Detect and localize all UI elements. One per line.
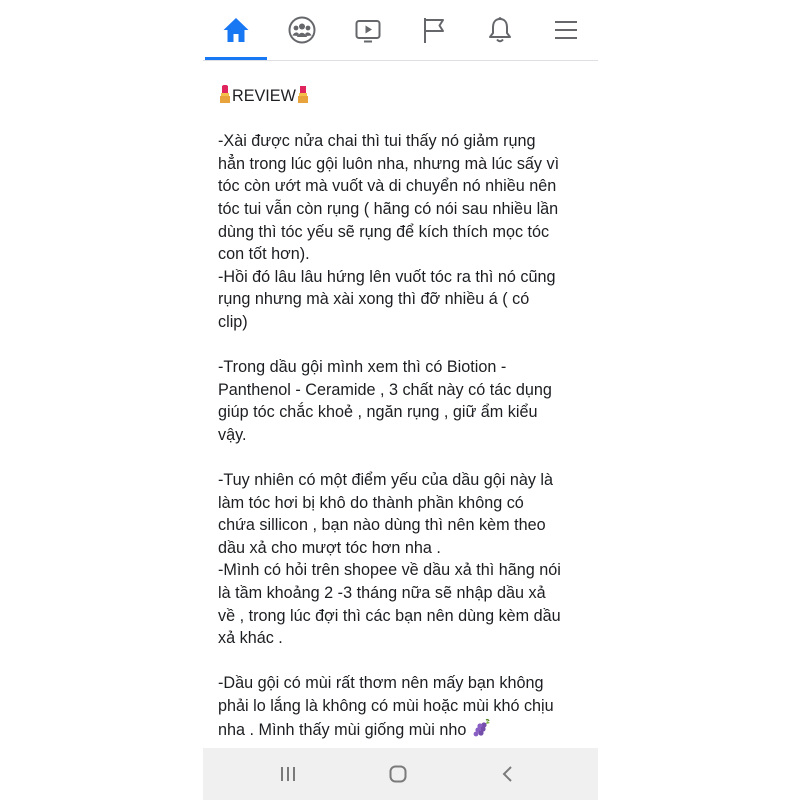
recent-apps-button[interactable] [253,748,323,800]
menu-icon [551,15,581,45]
post-text-line: về , trong lúc đợi thì các bạn nên dùng kèm dầu [218,606,561,625]
post-body [218,85,588,740]
post-text-line: -Hồi đó lâu lâu hứng lên vuốt tóc ra thì nó cũng [218,267,556,286]
post-text-line: là tầm khoảng 2 -3 tháng nữa sẽ nhập dầu xả [218,584,546,603]
paragraph-gap [218,334,588,357]
post-text-lines [218,130,588,717]
system-navigation-bar [203,748,598,800]
post-text-line: tóc còn ướt mà vuốt và di chuyển nó nhiều nên [218,177,557,196]
post-text-line: vậy. [218,425,247,444]
back-icon [501,764,515,784]
home-button[interactable] [363,748,433,800]
post-text-line: rụng nhưng mà xài xong thì đỡ nhiều á ( có [218,290,530,309]
post-heading [218,85,588,108]
post-text-line: chứa sillicon , bạn nào dùng thì nên kèm theo [218,516,546,535]
post-text-line: -Xài được nửa chai thì tui thấy nó giảm rụng [218,132,536,151]
post-text-line: -Tuy nhiên có một điểm yếu của dầu gội này là [218,471,554,490]
paragraph-gap [218,108,588,131]
lipstick-emoji [218,85,232,104]
post-text-line: -Trong dầu gội mình xem thì có Biotion - [218,358,507,377]
top-navigation-bar [203,0,598,61]
post-text-line: con tốt hơn). [218,245,310,264]
recent-apps-icon [278,765,298,783]
tab-watch[interactable] [337,0,399,60]
home-icon [221,15,251,45]
paragraph-gap [218,650,588,673]
phone-screen [203,0,598,800]
tab-groups[interactable] [271,0,333,60]
paragraph-gap [218,447,588,470]
post-text-line: -Dầu gội có mùi rất thơm nên mấy bạn không [218,674,544,693]
post-text-line: hẳn trong lúc gội luôn nha, nhưng mà lúc sấy vì [218,154,560,173]
tab-notifications[interactable] [469,0,531,60]
post-last-line-text: nha . Mình thấy mùi giống mùi nho [218,720,467,739]
post-text-line: giúp tóc chắc khoẻ , ngăn rụng , giữ ẩm kiểu [218,403,538,422]
tab-home[interactable] [205,0,267,60]
bell-icon [485,15,515,45]
post-text-line: -Mình có hỏi trên shopee về dầu xả thì hãng nói [218,561,561,580]
post-text-line: tóc tui vẫn còn rụng ( hãng có nói sau nhiều lần [218,199,559,218]
active-tab-indicator [205,57,267,60]
post-heading-text: REVIEW [232,87,296,105]
post-text-line: dùng thì tóc yếu sẽ rụng để kích thích mọc tóc [218,222,550,241]
post-text-line: clip) [218,312,248,331]
post-text-line: dầu xả cho mượt tóc hơn nha . [218,538,441,557]
post-last-line [218,718,588,741]
post-text-line: xả khác . [218,629,283,648]
watch-icon [353,15,383,45]
post-text-line: làm tóc hơi bị khô do thành phần không có [218,493,524,512]
lipstick-emoji [296,85,310,104]
tab-menu[interactable] [535,0,597,60]
post-text-line: Panthenol - Ceramide , 3 chất này có tác dụng [218,380,552,399]
grapes-emoji [471,718,491,738]
pages-flag-icon [419,15,449,45]
back-button[interactable] [473,748,543,800]
tab-pages[interactable] [403,0,465,60]
groups-icon [287,15,317,45]
post-text-line: phải lo lắng là không có mùi hoặc mùi khó chịu [218,697,554,716]
home-button-icon [388,764,408,784]
